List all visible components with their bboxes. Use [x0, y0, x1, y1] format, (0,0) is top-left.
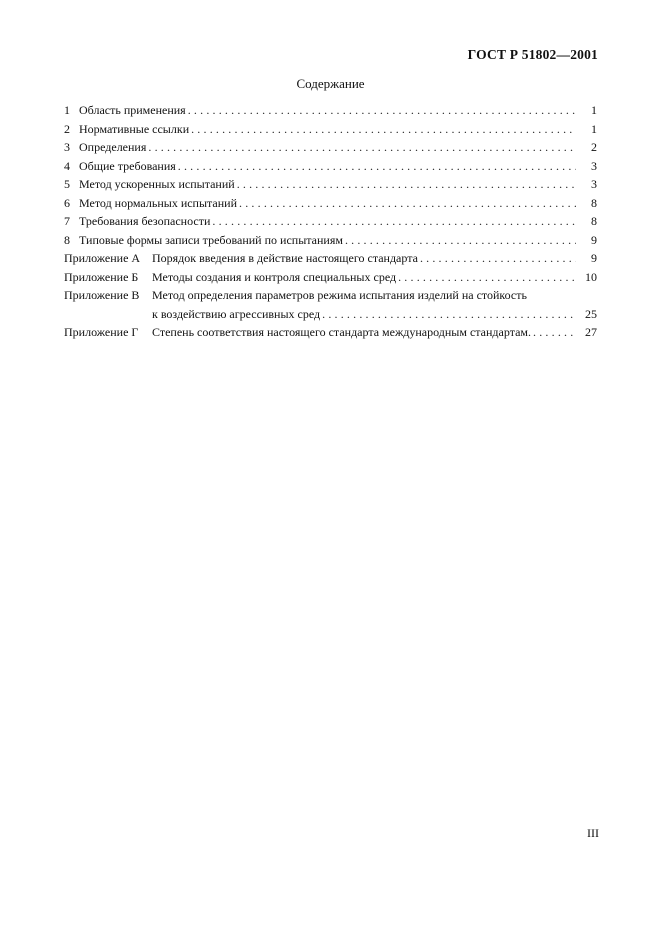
appendix-title: Методы создания и контроля специальных сред [152, 269, 397, 284]
toc-entry-title: Нормативные ссылки [79, 121, 190, 136]
dot-leader [322, 305, 576, 324]
toc-entry-page: 2 [591, 140, 597, 154]
dot-leader [345, 231, 576, 250]
toc-entry-number: 7 [64, 214, 70, 228]
toc-entry-number: 1 [64, 103, 70, 117]
dot-leader [420, 249, 576, 268]
toc-entry-4[interactable] [64, 157, 597, 176]
toc-entry-page: 9 [591, 232, 597, 247]
dot-leader [212, 212, 576, 231]
appendix-page: 10 [585, 269, 597, 284]
toc-entry-3[interactable] [64, 138, 597, 157]
toc-entry-number: 8 [64, 232, 70, 247]
toc-entry-title: Область применения [79, 103, 186, 117]
toc-entry-8[interactable] [64, 231, 597, 250]
dot-leader [398, 268, 576, 287]
appendix-page: 27 [585, 325, 597, 339]
toc-entry-number: 5 [64, 177, 70, 191]
dot-leader [533, 323, 576, 342]
toc-entry-number: 4 [64, 158, 70, 173]
toc-entry-7[interactable] [64, 212, 597, 231]
toc-entry-1[interactable] [64, 101, 597, 120]
toc-entry-title: Типовые формы записи требований по испытаниям [79, 232, 343, 247]
toc-entry-page: 3 [591, 158, 597, 173]
dot-leader [148, 138, 576, 157]
toc-appendix-b[interactable] [64, 268, 597, 287]
appendix-prefix: Приложение А [64, 251, 141, 265]
appendix-prefix: Приложение В [64, 288, 140, 302]
toc-entry-title: Определения [79, 140, 147, 154]
appendix-prefix: Приложение Б [64, 269, 139, 284]
toc-entry-page: 8 [591, 195, 597, 210]
toc-entry-page: 1 [591, 103, 597, 117]
dot-leader [239, 194, 576, 213]
toc-entry-number: 6 [64, 195, 70, 210]
dot-leader [178, 157, 576, 176]
toc-title: Содержание [296, 76, 365, 91]
dot-leader [191, 120, 576, 139]
appendix-prefix: Приложение Г [64, 325, 139, 339]
dot-leader [188, 101, 576, 120]
appendix-title-line1: Метод определения параметров режима испытания изделий на стойкость [152, 288, 527, 302]
toc-entry-number: 3 [64, 140, 70, 154]
appendix-title: Степень соответствия настоящего стандарта международным стандартам. [152, 325, 532, 339]
page-number: III [587, 826, 599, 840]
toc-entry-6[interactable] [64, 194, 597, 213]
toc-entry-2[interactable] [64, 120, 597, 139]
appendix-page: 9 [591, 251, 597, 265]
toc-entry-page: 3 [591, 177, 597, 191]
table-of-contents [64, 101, 597, 342]
toc-entry-5[interactable] [64, 175, 597, 194]
toc-appendix-v[interactable] [64, 286, 597, 323]
toc-entry-title: Метод ускоренных испытаний [79, 177, 235, 191]
dot-leader [237, 175, 576, 194]
appendix-page: 25 [585, 306, 597, 321]
toc-appendix-a[interactable] [64, 249, 597, 268]
toc-entry-number: 2 [64, 121, 70, 136]
document-code: ГОСТ Р 51802—2001 [467, 47, 598, 62]
toc-entry-page: 1 [591, 121, 597, 136]
toc-entry-title: Общие требования [79, 158, 176, 173]
toc-appendix-g[interactable] [64, 323, 597, 342]
appendix-title-line2: к воздействию агрессивных сред [152, 306, 321, 321]
toc-entry-title: Требования безопасности [79, 214, 211, 228]
toc-entry-page: 8 [591, 214, 597, 228]
appendix-title: Порядок введения в действие настоящего стандарта [152, 251, 418, 265]
toc-entry-title: Метод нормальных испытаний [79, 195, 238, 210]
